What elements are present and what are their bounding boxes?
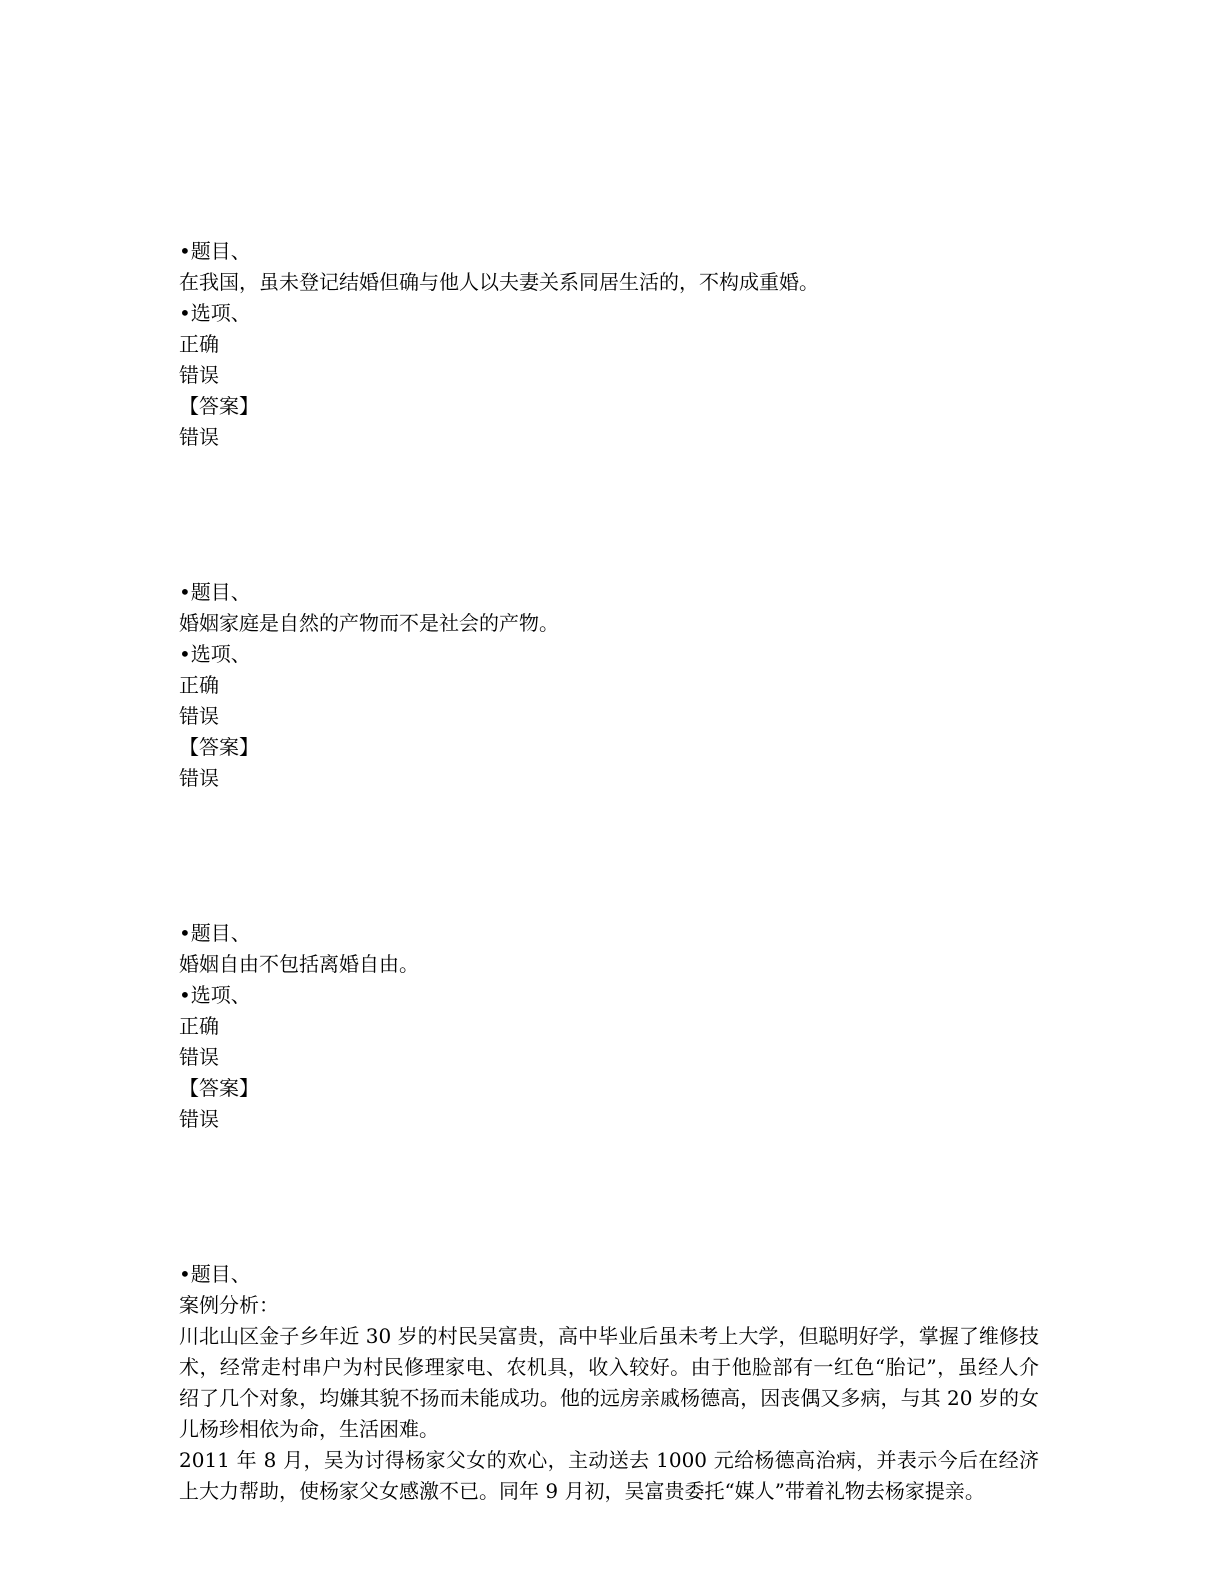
topic-label: •题目、 [179,1262,251,1286]
option-false: 错误 [179,1045,219,1069]
option-false: 错误 [179,363,219,387]
case-paragraph-1: 川北山区金子乡年近 30 岁的村民吴富贵，高中毕业后虽未考上大学，但聪明好学，掌握了维修技术，经常走村串户为村民修理家电、农机具，收入较好。由于他脸部有一红色“胎记”，虽经人介绍了几个对象，均嫌其貌不扬而未能成功。他的远房亲戚杨德高，因丧偶又多病，与其 20 岁的女儿杨珍相依为命，生活困难。 [179,1324,1039,1441]
option-false: 错误 [179,704,219,728]
question-3 [179,918,1039,1135]
answer-label: 【答案】 [179,735,259,759]
question-text: 在我国，虽未登记结婚但确与他人以夫妻关系同居生活的，不构成重婚。 [179,270,819,294]
topic-label: •题目、 [179,580,251,604]
question-1 [179,236,1039,453]
topic-label: •题目、 [179,921,251,945]
option-true: 正确 [179,1014,219,1038]
case-question [179,1259,1039,1507]
options-label: •选项、 [179,301,251,325]
answer-label: 【答案】 [179,1076,259,1100]
option-true: 正确 [179,332,219,356]
answer-value: 错误 [179,1107,219,1131]
answer-value: 错误 [179,425,219,449]
question-2 [179,577,1039,794]
topic-label: •题目、 [179,239,251,263]
answer-label: 【答案】 [179,394,259,418]
answer-value: 错误 [179,766,219,790]
case-heading: 案例分析： [179,1293,279,1317]
options-label: •选项、 [179,983,251,1007]
question-text: 婚姻家庭是自然的产物而不是社会的产物。 [179,611,559,635]
document-page [179,236,1039,1507]
question-text: 婚姻自由不包括离婚自由。 [179,952,419,976]
case-paragraph-2: 2011 年 8 月，吴为讨得杨家父女的欢心，主动送去 1000 元给杨德高治病，并表示今后在经济上大力帮助，使杨家父女感激不已。同年 9 月初，吴富贵委托“媒人”带着礼物去杨家提亲。 [179,1448,1039,1503]
option-true: 正确 [179,673,219,697]
options-label: •选项、 [179,642,251,666]
